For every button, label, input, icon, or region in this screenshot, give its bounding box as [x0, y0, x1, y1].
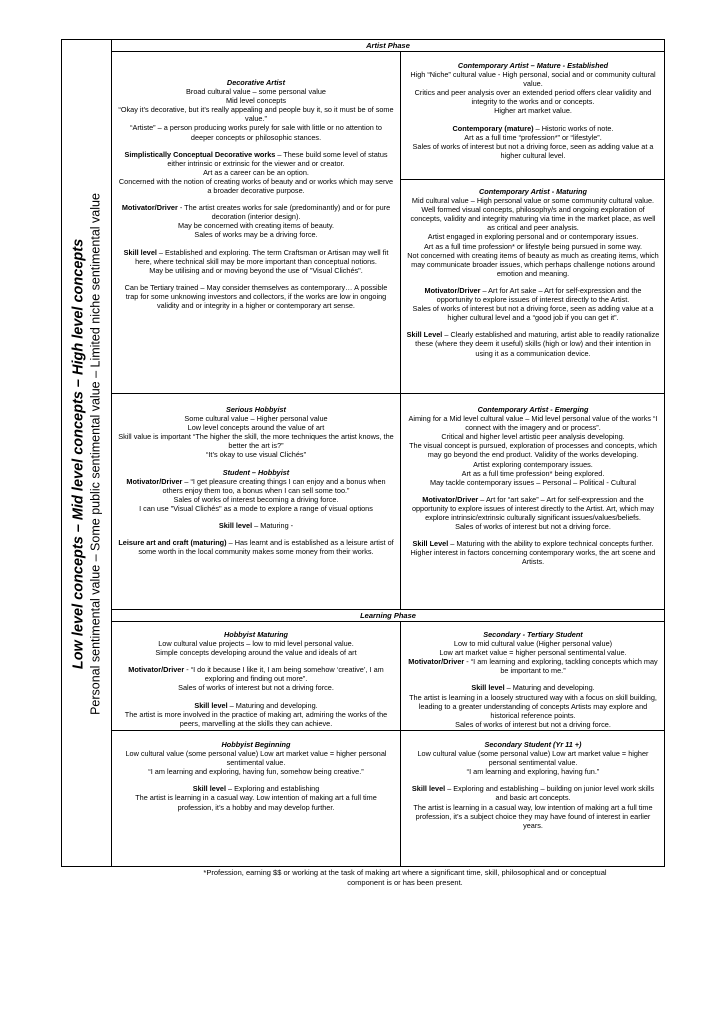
text-para [406, 286, 660, 304]
text-line: “It’s okay to use visual Clichés” [205, 450, 307, 460]
text-para [406, 683, 660, 692]
cell-title: Decorative Artist [226, 78, 286, 87]
text-line: Simple concepts developing around the value and ideals of art [155, 648, 357, 658]
text-line: May be utilising and or moving beyond the use of "Visual Clichés". [149, 265, 363, 275]
text-line: Low to mid cultural value (Higher personal value) [453, 639, 613, 649]
cell-hobbyist-maturing [112, 621, 400, 730]
text-para [118, 521, 394, 530]
text-line: May be concerned with creating items of beauty. [177, 221, 335, 231]
cell-title: Contemporary Artist - Emerging [477, 405, 589, 414]
text-line: Concerned with the notion of creating works of beauty and or works which may serve a broader decorative purpose. [118, 176, 394, 196]
text-line: The artist is more involved in the practice of making art, admiring the works of the peers, marvelling at the skills they can achieve. [124, 709, 388, 728]
text-line: Low cultural value projects – low to mid level personal value. [158, 639, 354, 649]
text-line: Low art market value = higher personal sentimental value. [439, 648, 627, 658]
para-text: – Maturing - [252, 521, 294, 531]
sidebar-value-line: Personal sentimental value – Some public sentimental value – Limited niche sentimental value [88, 193, 103, 715]
bold-label: Leisure art and craft (maturing) [118, 538, 227, 548]
text-line: Higher art market value. [494, 106, 572, 116]
learning-phase-header: Learning Phase [112, 609, 664, 622]
para-text: – Art for “art sake” – Art for self-expression and the opportunity to explore issues of interest directly to the Artist. Art, which may explore intrinsic/extrinsic culturally significant issues/values/beliefs. [411, 494, 655, 523]
text-line: Sales of works of interest but not a driving force, seen as adding value at a higher cultural level and a “good job if you can get it”. [412, 304, 654, 323]
para-text: - “I am learning and exploring, tackling concepts which may be important to me.” [464, 657, 658, 676]
text-para [406, 539, 660, 566]
cell-tertiary-student [400, 621, 666, 730]
para-text: - The artist creates works for sale (predominantly) and or for pure decoration (interior design). [177, 203, 391, 222]
artist-phase-header: Artist Phase [112, 40, 664, 52]
text-para [118, 203, 394, 221]
text-line: Art as a full time “profession*” or “lifestyle”. [464, 132, 602, 142]
bold-label: Motivator/Driver [126, 476, 183, 486]
text-para [118, 248, 394, 266]
text-para [406, 784, 660, 802]
cell-contemporary-mature [400, 51, 666, 179]
text-line: Low level concepts around the value of art [187, 423, 325, 433]
text-para [406, 495, 660, 522]
bold-label: Motivator/Driver [128, 665, 185, 675]
sidebar-text [70, 44, 105, 864]
cell-title: Hobbyist Maturing [223, 630, 289, 639]
text-line: Art as a full time profession* or lifestyle being pursued in some way. [423, 241, 643, 251]
para-text: – Established and exploring. The term Craftsman or Artisan may well fit here, where technical skill may be more important than conceptual notions. [135, 247, 389, 266]
text-line: Mid cultural value – High personal value or some community cultural value. [411, 196, 655, 206]
bold-label: Motivator/Driver [408, 657, 465, 667]
bold-label: Skill level [218, 521, 253, 531]
cell-contemporary-maturing [400, 179, 666, 393]
cell-serious-hobbyist [112, 393, 400, 609]
para-text: – Maturing and developing. [504, 683, 595, 693]
para-text: – “I get pleasure creating things I can enjoy and a bonus when others enjoy them too, a bonus when I can sell some too.” [162, 476, 386, 495]
para-text: – These build some level of status either intrinsic or extrinsic for the viewer and or creator. [167, 149, 388, 168]
bold-label: Skill Level [412, 539, 449, 549]
bold-label: Motivator/Driver [121, 203, 178, 213]
text-line: “I am learning and exploring, having fun, somehow being creative.” [148, 767, 364, 777]
concept-level-sidebar [62, 40, 112, 866]
text-line: Some cultural value – Higher personal value [184, 414, 328, 424]
cell-title: Secondary - Tertiary Student [483, 630, 583, 639]
text-line: Sales of works of interest but not a driving force, seen as adding value at a higher cultural level. [412, 141, 654, 160]
para-text: – Exploring and establishing – building on junior level work skills and basic art concepts. [445, 784, 655, 803]
bold-label: Skill level [192, 784, 226, 794]
cell-title: Hobbyist Beginning [221, 740, 291, 749]
cell-title: Serious Hobbyist [225, 405, 286, 414]
text-line: Well formed visual concepts, philosophy/s and ongoing exploration of concepts, validity and integrity maturing via time in the market place, as well as critical and peer analysis. [410, 205, 656, 233]
text-line: Low cultural value (some personal value) Low art market value = higher personal sentimental value. [417, 749, 649, 768]
para-text: – Maturing with the ability to explore technical concepts further. Higher interest in factors concerning contemporary works, the art scene and Artists. [410, 539, 656, 567]
cell-title: Secondary Student (Yr 11 +) [484, 740, 582, 749]
text-line: The artist is learning in a casual way, low intention of making art a full time profession, it’s a subject choice they may have found of interest in earlier years. [413, 802, 653, 830]
text-line: Sales of works of interest becoming a driving force. [173, 494, 339, 504]
text-line: “Artiste” – a person producing works purely for sale with little or no attention to deeper concepts or philosophic stances. [130, 123, 382, 142]
text-line: May tackle contemporary issues – Personal – Political - Cultural [429, 477, 637, 487]
bold-label: Skill level [123, 247, 157, 257]
text-para [406, 330, 660, 357]
bold-label: Skill level [194, 700, 228, 710]
text-line: “I am learning and exploring, having fun.” [466, 767, 600, 777]
text-line: Can be Tertiary trained – May consider themselves as contemporary… A possible trap for some unknowing investors and collectors, if the works are low in ongoing validity and or integrity in a higher or contemporary art sense. [124, 282, 388, 310]
text-line: Artist engaged in exploring personal and or contemporary issues. [427, 232, 639, 242]
text-para [118, 701, 394, 710]
text-line: Sales of works of interest but not a driving force. [178, 683, 334, 693]
text-line: Low cultural value (some personal value) Low art market value = higher personal sentimental value. [125, 749, 387, 768]
cell-contemporary-emerging [400, 393, 666, 609]
text-line: Sales of works may be a driving force. [194, 230, 318, 240]
bold-label: Skill level [411, 784, 446, 794]
text-line: Art as a full time profession* being explored. [461, 468, 605, 478]
para-text: – Exploring and establishing [225, 784, 320, 794]
bold-label: Motivator/Driver [424, 285, 481, 295]
text-line: Artist exploring contemporary issues. [473, 459, 593, 469]
text-line: “Okay it’s decorative, but it’s really appealing and people buy it, so it must be of some value.” [118, 105, 394, 124]
text-line: Art as a career can be an option. [203, 167, 309, 177]
cell-title: Contemporary Artist – Mature - Established [457, 61, 609, 70]
text-line: Critics and peer analysis over an extended period offers clear validity and integrity to the works and or concepts. [414, 88, 652, 107]
cell-subtitle: Student – Hobbyist [222, 467, 290, 477]
text-line: Aiming for a Mid level cultural value – Mid level personal value of the works “I connect with the imagery and or process”. [408, 414, 658, 433]
text-para [118, 784, 394, 793]
text-line: Mid level concepts [225, 96, 287, 106]
footnote: *Profession, earning $$ or working at the task of making art where a significant time, skill, philosophical and or conceptual component is or has been present. [203, 868, 607, 887]
text-para [118, 538, 394, 556]
text-line: The artist is learning in a loosely structured way with a focus on skill building, leading to a greater understanding of concepts Artists may explore and historical reference points. [409, 692, 657, 720]
text-para [406, 657, 660, 675]
text-line: I can use "Visual Clichés" as a mode to explore a range of visual options [139, 503, 373, 513]
cell-hobbyist-beginning [112, 730, 400, 867]
bold-label: Simplistically Conceptual Decorative works [124, 149, 276, 159]
text-para [118, 150, 394, 168]
text-line: Not concerned with creating items of beauty as much as creating items, which may communicate broader issues, which perhaps challenge notions around emotion and meaning. [407, 250, 659, 278]
para-text: – Maturing and developing. [227, 700, 318, 710]
para-text: – Historic works of note. [533, 123, 614, 133]
text-line: Critical and higher level artistic peer analysis developing. [441, 432, 625, 442]
text-line: Sales of works of interest but not a driving force. [455, 719, 611, 729]
cell-decorative-artist [112, 51, 400, 393]
text-para [118, 477, 394, 495]
text-para [406, 124, 660, 133]
text-line: The artist is learning in a casual way. Low intention of making art a full time profession, it’s a hobby and may develop further. [135, 793, 377, 812]
bold-label: Skill Level [406, 330, 443, 340]
para-text: - “I do it because I like it, I am being somehow ‘creative’, I am exploring and finding out more”. [184, 665, 384, 684]
para-text: – Art for Art sake – Art for self-expression and the opportunity to explore issues of interest directly to the Artist. [436, 285, 642, 305]
text-para [118, 665, 394, 683]
sidebar-concepts-line: Low level concepts – Mid level concepts – High level concepts [70, 238, 87, 670]
cell-title: Contemporary Artist - Maturing [479, 187, 587, 196]
cell-secondary-student [400, 730, 666, 867]
text-line: Broad cultural value – some personal value [186, 87, 326, 97]
para-text: – Clearly established and maturing, artist able to readily rationalize these (where they deem it useful) skills (high or low) and their intention in using it as a communication device. [415, 330, 660, 358]
bold-label: Contemporary (mature) [452, 123, 534, 133]
text-line: High “Niche” cultural value - High personal, social and or community cultural value. [410, 70, 656, 89]
para-text: – Has learnt and is established as a leisure artist of some worth in the local community makes some money from their works. [138, 538, 394, 557]
text-line: Skill value is important “The higher the skill, the more techniques the artist knows, the better the art is?” [118, 432, 394, 451]
artist-phase-table [61, 39, 665, 867]
bold-label: Skill level [471, 683, 505, 693]
bold-label: Motivator/Driver [422, 494, 479, 504]
text-line: The visual concept is pursued, exploration of processes and concepts, which may go beyond the end product. Validity of the works developing. [409, 441, 657, 460]
text-line: Sales of works of interest but not a driving force. [455, 522, 611, 532]
